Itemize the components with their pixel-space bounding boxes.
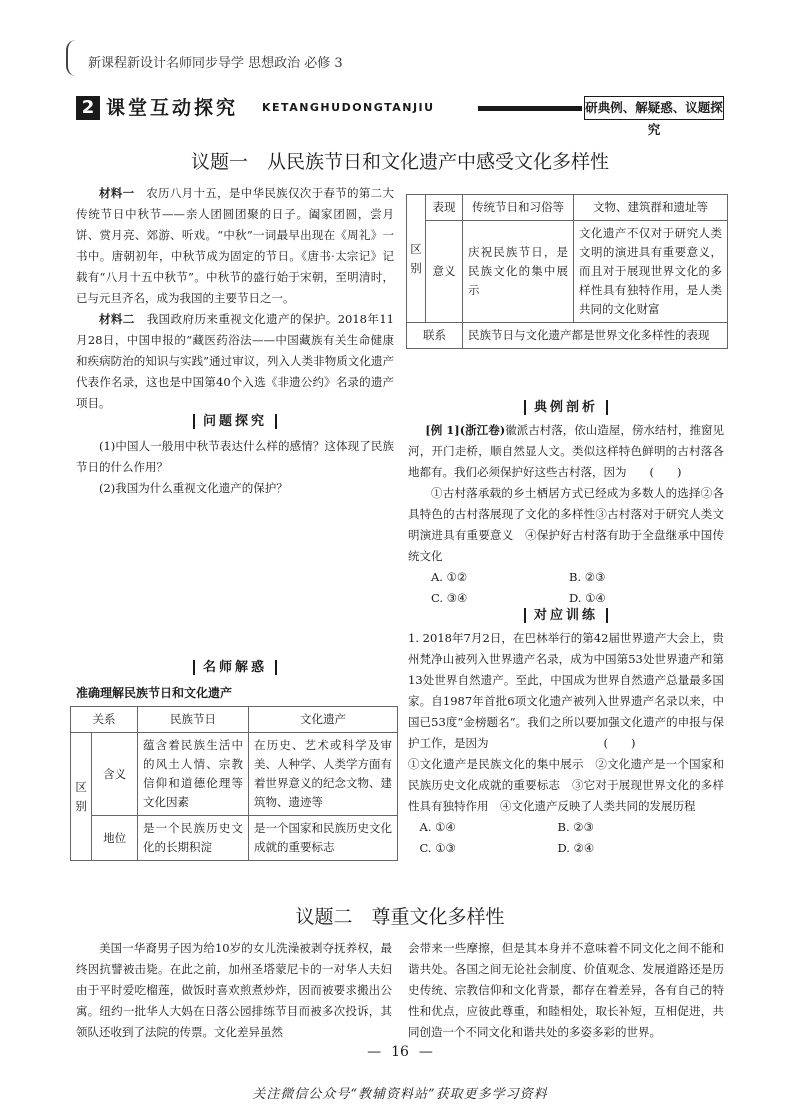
table-header-festival: 民族节日 [138, 707, 249, 733]
option-a[interactable]: A. ①② [431, 570, 468, 584]
comparison-table-left [70, 706, 398, 861]
table-header-relation: 关系 [71, 707, 138, 733]
topic-one-title: 议题一 从民族节日和文化遗产中感受文化多样性 [190, 151, 609, 173]
table-row-label: 含义 [92, 733, 138, 816]
inquiry-question-2: (2)我国为什么重视文化遗产的保护？ [99, 481, 288, 495]
option-a[interactable]: A. ①④ [419, 820, 456, 834]
table-row [407, 195, 728, 221]
material-two-label: 材料二 [99, 312, 135, 326]
table-row-label: 意义 [426, 221, 463, 323]
teacher-subtitle: 准确理解民族节日和文化遗产 [76, 686, 233, 700]
table-cell: 蕴含着民族生活中的风土人情、宗教信仰和道德伦理等文化因素 [138, 733, 249, 816]
banner-rule [478, 106, 582, 111]
page-number: — 16 — [0, 1044, 800, 1060]
practice-statements: ①文化遗产是民族文化的集中展示 ②文化遗产是一个国家和民族历史文化成就的重要标志 ③它对于展现世界文化的多样性具有独特作用 ④文化遗产反映了人类共同的发展历程 [408, 757, 724, 813]
left-column [76, 183, 394, 414]
table-cell: 传统节日和习俗等 [463, 195, 574, 221]
bottom-left-text: 美国一华裔男子因为给10岁的女儿洗澡被剥夺抚养权，最终因抗譬被击毙。在此之前，加州圣塔蒙尼卡的一对华人夫妇由于平时爱吃榴莲，做饭时喜欢煎煮炒炸，因而被要求搬出公寓。纽约一批华人大妈在日落公园排练节目而被多次投诉，其领队还收到了法院的传票。文化差异虽然 [76, 941, 392, 1039]
option-d[interactable]: D. ①④ [569, 591, 606, 605]
example-source: (浙江卷) [459, 423, 506, 437]
option-b[interactable]: B. ②③ [569, 570, 606, 584]
footer-note: 关注微信公众号“教辅资料站”获取更多学习资料 [252, 1087, 548, 1102]
table-row-label: 表现 [426, 195, 463, 221]
material-two [76, 309, 394, 414]
table-diff-label: 区别 [407, 195, 426, 323]
inquiry-heading: 问题探究 [76, 410, 394, 429]
table-row [407, 323, 728, 349]
option-c[interactable]: C. ③④ [431, 591, 468, 605]
option-d[interactable]: D. ②④ [557, 841, 595, 855]
table-header-heritage: 文化遗产 [249, 707, 398, 733]
running-header: 新课程新设计名师同步导学 思想政治 必修 3 [88, 56, 343, 71]
option-b[interactable]: B. ②③ [557, 820, 594, 834]
option-c[interactable]: C. ①③ [419, 841, 456, 855]
table-cell: 庆祝民族节日，是民族文化的集中展示 [463, 221, 574, 323]
section-number: 2 [76, 96, 100, 120]
table-cell: 民族节日与文化遗产都是世界文化多样性的表现 [463, 323, 728, 349]
table-cell: 在历史、艺术或科学及审美、人种学、人类学方面有着世界意义的纪念文物、建筑物、遗迹等 [249, 733, 398, 816]
material-one [76, 183, 394, 309]
header-decoration [66, 40, 78, 76]
table-row [71, 816, 398, 861]
table-row [71, 707, 398, 733]
practice-stem: 1. 2018年7月2日，在巴林举行的第42届世界遗产大会上，贵州梵净山被列入世界遗产名录，成为中国第53处世界遗产和第13处世界自然遗产。至此，中国成为世界自然遗产总量最多国家。自1987年首批6项文化遗产被列入世界遗产名录以来，中国已53度“金榜题名”。我们之所以要加强文化遗产的申报与保护工作，是因为 ( ) [408, 631, 724, 750]
practice-block [408, 628, 724, 859]
section-banner [76, 96, 724, 137]
topic-two-title: 议题二 尊重文化多样性 [295, 906, 505, 928]
practice-heading: 对应训练 [408, 604, 724, 623]
table-diff-label: 区别 [71, 733, 92, 861]
material-one-label: 材料一 [99, 186, 135, 200]
section-tagline: 研典例、解疑惑、议题探究 [584, 96, 724, 120]
material-two-text: 我国政府历来重视文化遗产的保护。2018年11月28日，中国申报的“藏医药浴法——中国藏族有关生命健康和疾病防治的知识与实践”通过审议，列入人类非物质文化遗产代表作名录，这也是中国第40个入选《非遗公约》名录的遗产项目。 [76, 312, 394, 410]
inquiry-question-1: (1)中国人一般用中秋节表达什么样的感情？这体现了民族节日的什么作用？ [76, 439, 394, 474]
section-title: 课堂互动探究 [106, 97, 239, 119]
table-cell: 是一个国家和民族历史文化成就的重要标志 [249, 816, 398, 861]
practice-options [408, 817, 724, 859]
table-cell: 是一个民族历史文化的长期积淀 [138, 816, 249, 861]
material-one-text: 农历八月十五，是中华民族仅次于春节的第二大传统节日中秋节——亲人团圆团聚的日子。阖家团圆，尝月饼、赏月亮、郊游、听戏。“中秋”一词最早出现在《周礼》一书中。唐朝初年，中秋节成为固定的节日。《唐书·太宗记》记载有“八月十五中秋节”。中秋节的盛行始于宋朝，至明清时，已与元旦齐名，成为我国的主要节日之一。 [76, 186, 394, 305]
table-row-label: 地位 [92, 816, 138, 861]
table-row [407, 221, 728, 323]
bottom-right-text: 会带来一些摩擦，但是其本身并不意味着不同文化之间不能和谐共处。各国之间无论社会制度、价值观念、发展道路还是历史传统、宗教信仰和文化背景，都存在着差异，各有自己的特性和优点，应彼此尊重，和睦相处，取长补短，互相促进，共同创造一个不同文化和谐共处的多姿多彩的世界。 [408, 941, 724, 1039]
example-heading: 典例剖析 [408, 396, 724, 415]
table-cell: 文物、建筑群和遗址等 [574, 195, 728, 221]
table-cell: 文化遗产不仅对于研究人类文明的演进具有重要意义，而且对于展现世界文化的多样性具有独特作用，是人类共同的文化财富 [574, 221, 728, 323]
table-row [71, 733, 398, 816]
example-stem: [例 1](浙江卷)徽派古村落，依山造屋，傍水结村，推窗见河，开门走桥，顺自然显人文。类似这样特色鲜明的古村落各地都有。我们必须保护好这些古村落，因为 ( ) [408, 423, 725, 479]
section-pinyin: KETANGHUDONGTANJIU [262, 101, 435, 114]
example-options [408, 567, 724, 609]
inquiry-questions [76, 436, 394, 499]
example-block [408, 420, 724, 609]
table-row-label: 联系 [407, 323, 463, 349]
example-tag: [例 1] [425, 423, 460, 437]
example-statements: ①古村落承载的乡土栖居方式已经成为多数人的选择②各具特色的古村落展现了文化的多样性③古村落对于研究人类文明演进具有重要意义 ④保护好古村落有助于全盘继承中国传统文化 [408, 486, 725, 563]
teacher-heading: 名师解惑 [76, 656, 394, 675]
comparison-table-right [406, 194, 728, 349]
